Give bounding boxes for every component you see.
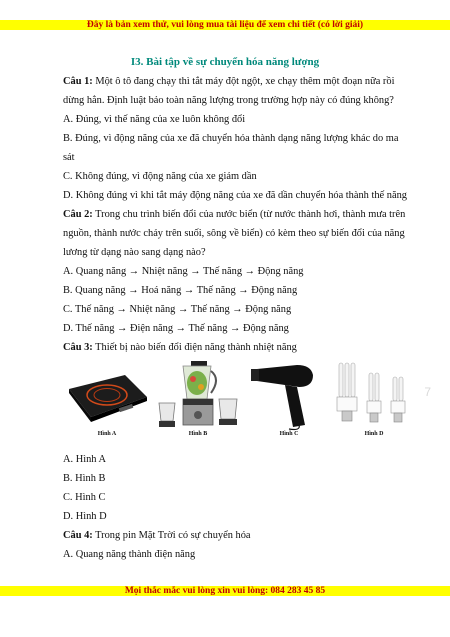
option: D. Thế năng → Điện năng → Thế năng → Động năng	[63, 323, 289, 334]
induction-cooker-icon	[63, 359, 151, 431]
figure-c	[249, 359, 329, 444]
option: A. Đúng, vì thế năng của xe luôn không đổi	[63, 114, 246, 125]
figure-caption: Hình D	[364, 431, 384, 437]
hair-dryer-icon	[249, 359, 329, 431]
contact-banner: Mọi thắc mắc vui lòng xin vui lòng: 084 283 45 85	[0, 586, 450, 596]
blender-icon	[149, 359, 247, 431]
option: B. Hình B	[63, 473, 106, 484]
question-4	[63, 526, 408, 545]
option: C. Hình C	[63, 492, 106, 503]
question-label: Câu 2:	[63, 209, 93, 220]
figure-d	[331, 359, 431, 444]
light-bulbs-icon	[331, 359, 417, 431]
option: A. Quang năng → Nhiệt năng → Thế năng → Động năng	[63, 266, 304, 277]
question-label: Câu 4:	[63, 530, 93, 541]
option: C. Không đúng, vì động năng của xe giảm dần	[63, 171, 257, 182]
question-label: Câu 1:	[63, 76, 93, 87]
figure-caption: Hình A	[97, 431, 117, 437]
document-body	[63, 72, 431, 564]
option: C. Thế năng → Nhiệt năng → Thế năng → Động năng	[63, 304, 292, 315]
option: D. Hình D	[63, 511, 107, 522]
option: A. Hình A	[63, 454, 107, 465]
option: B. Quang năng → Hoá năng → Thế năng → Động năng	[63, 285, 298, 296]
figure-a	[63, 359, 151, 444]
question-3	[63, 338, 408, 357]
figure-row	[63, 359, 431, 444]
question-text: Trong chu trình biến đổi của nước biển (từ nước thành hơi, thành mưa trên nguồn, thành nước chảy trên suối, sông về biển) có kèm theo sự biến đổi của năng lương từ dạng nào sang dạng nào?	[63, 209, 406, 258]
figure-b	[149, 359, 247, 444]
preview-banner: Đây là bản xem thử, vui lòng mua tài liệu để xem chi tiết (có lời giải)	[0, 20, 450, 30]
watermark: 7	[424, 385, 431, 399]
question-text: Trong pin Mặt Trời có sự chuyển hóa	[95, 530, 251, 541]
question-label: Câu 3:	[63, 342, 93, 353]
figure-caption: Hình C	[279, 431, 299, 437]
option: D. Không đúng vì khi tắt máy động năng của xe đã dần chuyển hóa thành thế năng	[63, 190, 407, 201]
question-1	[63, 72, 408, 110]
option: B. Đúng, vì động năng của xe đã chuyển hóa thành dạng năng lượng khác do ma sát	[63, 133, 399, 163]
option: A. Quang năng thành điện năng	[63, 549, 196, 560]
question-2	[63, 205, 408, 262]
figure-caption: Hình B	[188, 431, 208, 437]
question-text: Thiết bị nào biến đổi điện năng thành nhiệt năng	[95, 342, 297, 353]
question-text: Một ô tô đang chạy thì tắt máy đột ngột, xe chạy thêm một đoạn nữa rồi dừng hẳn. Định luật bảo toàn năng lượng trong trường hợp này có đúng không?	[63, 76, 395, 106]
section-title: I3. Bài tập về sự chuyển hóa năng lượng	[130, 56, 320, 68]
